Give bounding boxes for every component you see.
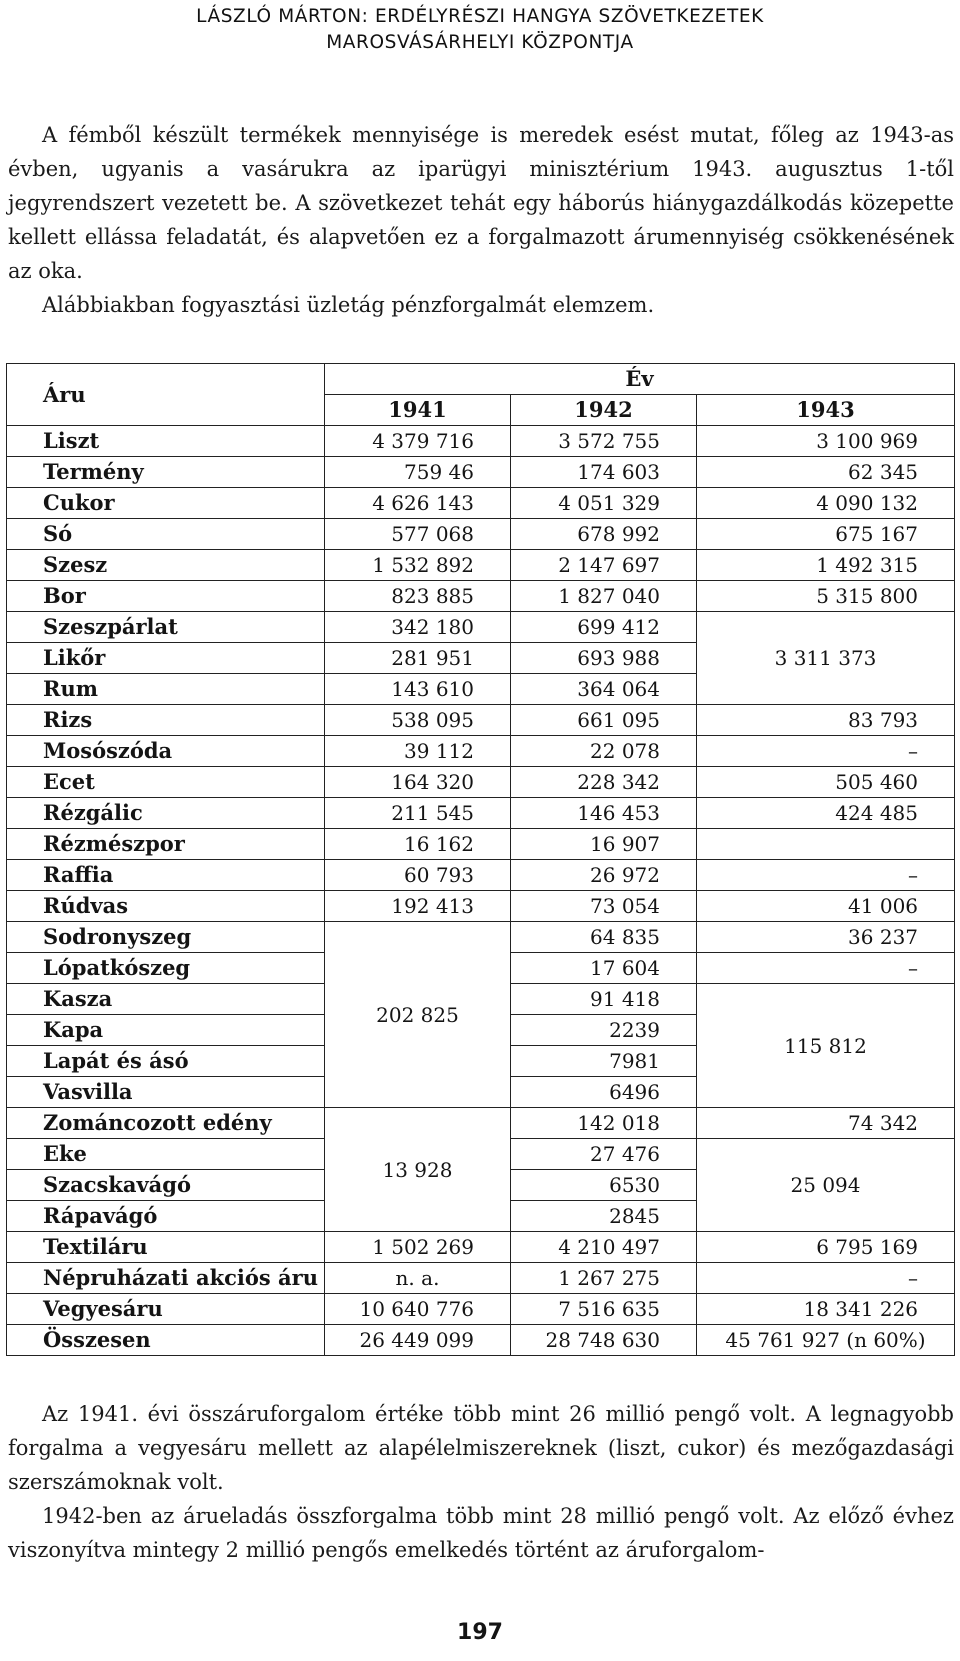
value-1941: 823 885: [325, 581, 511, 612]
item-name: Rizs: [7, 705, 325, 736]
value-1943: [697, 829, 955, 860]
table-row: [7, 767, 955, 798]
value-1941: 26 449 099: [325, 1325, 511, 1356]
value-1942: 678 992: [511, 519, 697, 550]
table-row: [7, 1108, 955, 1139]
spirits-1943-merged: 3 311 373: [697, 612, 955, 705]
value-1941: 16 162: [325, 829, 511, 860]
value-1942: 2845: [511, 1201, 697, 1232]
header-line-1: LÁSZLÓ MÁRTON: ERDÉLYRÉSZI HANGYA SZÖVETKEZETEK: [196, 6, 764, 27]
value-1942: 1 827 040: [511, 581, 697, 612]
item-name: Rápavágó: [7, 1201, 325, 1232]
item-name: Összesen: [7, 1325, 325, 1356]
item-name: Termény: [7, 457, 325, 488]
column-header-year: Év: [325, 364, 955, 395]
value-1941: 164 320: [325, 767, 511, 798]
item-name: Rézgálic: [7, 798, 325, 829]
value-1943: 5 315 800: [697, 581, 955, 612]
table-row: [7, 860, 955, 891]
value-1942: 693 988: [511, 643, 697, 674]
value-1942: 7981: [511, 1046, 697, 1077]
value-1942: 2239: [511, 1015, 697, 1046]
value-1942: 1 267 275: [511, 1263, 697, 1294]
value-1943: 3 100 969: [697, 426, 955, 457]
item-name: Rum: [7, 674, 325, 705]
item-name: Kapa: [7, 1015, 325, 1046]
tools-1943-merged: 115 812: [697, 984, 955, 1108]
item-name: Vasvilla: [7, 1077, 325, 1108]
value-1941: 211 545: [325, 798, 511, 829]
item-name: Textiláru: [7, 1232, 325, 1263]
table-row: [7, 426, 955, 457]
item-name: Mosószóda: [7, 736, 325, 767]
value-1943: –: [697, 860, 955, 891]
item-name: Vegyesáru: [7, 1294, 325, 1325]
tools-1941-merged: 202 825: [325, 922, 511, 1108]
value-1942: 3 572 755: [511, 426, 697, 457]
value-1942: 64 835: [511, 922, 697, 953]
item-name: Szacskavágó: [7, 1170, 325, 1201]
table-row: [7, 1263, 955, 1294]
item-name: Liszt: [7, 426, 325, 457]
value-1941: 39 112: [325, 736, 511, 767]
header-line-2: MAROSVÁSÁRHELYI KÖZPONTJA: [326, 32, 634, 53]
value-1942: 16 907: [511, 829, 697, 860]
item-name: Bor: [7, 581, 325, 612]
item-name: Rúdvas: [7, 891, 325, 922]
value-1941: 538 095: [325, 705, 511, 736]
intro-text: [8, 118, 954, 322]
value-1942: 4 210 497: [511, 1232, 697, 1263]
item-name: Ecet: [7, 767, 325, 798]
item-name: Likőr: [7, 643, 325, 674]
table-row: [7, 891, 955, 922]
value-1943: 83 793: [697, 705, 955, 736]
item-name: Szeszpárlat: [7, 612, 325, 643]
farm-1943-merged: 25 094: [697, 1139, 955, 1232]
item-name: Lópatkószeg: [7, 953, 325, 984]
value-1943: 18 341 226: [697, 1294, 955, 1325]
running-header: [0, 4, 960, 56]
outro-text: [8, 1397, 954, 1567]
table-row: [7, 550, 955, 581]
page-number: 197: [457, 1620, 503, 1645]
item-name: Só: [7, 519, 325, 550]
value-1942: 146 453: [511, 798, 697, 829]
year-1942: 1942: [511, 395, 697, 426]
table-row: [7, 1294, 955, 1325]
value-1943: 505 460: [697, 767, 955, 798]
item-name: Kasza: [7, 984, 325, 1015]
table-row: [7, 488, 955, 519]
intro-paragraph-1: A fémből készült termékek mennyisége is meredek esést mutat, főleg az 1943-as évben, ugyanis a vasárukra az iparügyi minisztérium 1943. augusztus 1-től jegyrendszert vezetett be. A szövetkezet tehát egy háborús hiánygazdálkodás közepette kellett ellássa feladatát, és alapvetően ez a forgalmazott árumennyiség csökkenésének az oka.: [8, 123, 954, 283]
table-row: [7, 1232, 955, 1263]
item-name: Népruházati akciós áru: [7, 1263, 325, 1294]
intro-paragraph-2: Alábbiakban fogyasztási üzletág pénzforgalmát elemzem.: [42, 293, 655, 317]
value-1942: 6530: [511, 1170, 697, 1201]
table-row: [7, 705, 955, 736]
value-1941: n. a.: [325, 1263, 511, 1294]
value-1943: 675 167: [697, 519, 955, 550]
item-name: Rézmészpor: [7, 829, 325, 860]
value-1942: 27 476: [511, 1139, 697, 1170]
table-row: [7, 736, 955, 767]
table-row: [7, 581, 955, 612]
value-1942: 142 018: [511, 1108, 697, 1139]
value-1943: 4 090 132: [697, 488, 955, 519]
value-1941: 577 068: [325, 519, 511, 550]
item-name: Zománcozott edény: [7, 1108, 325, 1139]
value-1943: 62 345: [697, 457, 955, 488]
value-1942: 22 078: [511, 736, 697, 767]
value-1943: 424 485: [697, 798, 955, 829]
value-1943: 6 795 169: [697, 1232, 955, 1263]
value-1941: 1 502 269: [325, 1232, 511, 1263]
value-1942: 174 603: [511, 457, 697, 488]
value-1943: 45 761 927 (n 60%): [697, 1325, 955, 1356]
farm-1941-merged: 13 928: [325, 1108, 511, 1232]
value-1942: 699 412: [511, 612, 697, 643]
value-1943: –: [697, 953, 955, 984]
value-1943: 36 237: [697, 922, 955, 953]
table-row: [7, 829, 955, 860]
item-name: Cukor: [7, 488, 325, 519]
value-1942: 26 972: [511, 860, 697, 891]
value-1941: 281 951: [325, 643, 511, 674]
column-header-item: Áru: [7, 364, 325, 426]
year-1943: 1943: [697, 395, 955, 426]
item-name: Lapát és ásó: [7, 1046, 325, 1077]
table-row: [7, 519, 955, 550]
value-1941: 759 46: [325, 457, 511, 488]
item-name: Sodronyszeg: [7, 922, 325, 953]
value-1941: 1 532 892: [325, 550, 511, 581]
goods-turnover-table: [6, 363, 955, 1356]
item-name: Raffia: [7, 860, 325, 891]
value-1941: 4 379 716: [325, 426, 511, 457]
item-name: Szesz: [7, 550, 325, 581]
outro-paragraph-2: 1942-ben az árueladás összforgalma több mint 28 millió pengő volt. Az előző évhez viszonyítva mintegy 2 millió pengős emelkedés történt az áruforgalom-: [8, 1504, 954, 1562]
value-1941: 192 413: [325, 891, 511, 922]
value-1941: 143 610: [325, 674, 511, 705]
value-1942: 6496: [511, 1077, 697, 1108]
table-row: [7, 612, 955, 643]
value-1942: 73 054: [511, 891, 697, 922]
item-name: Eke: [7, 1139, 325, 1170]
value-1941: 342 180: [325, 612, 511, 643]
value-1942: 91 418: [511, 984, 697, 1015]
value-1941: 60 793: [325, 860, 511, 891]
table-row: [7, 798, 955, 829]
table-row: [7, 457, 955, 488]
value-1943: 41 006: [697, 891, 955, 922]
value-1942: 364 064: [511, 674, 697, 705]
value-1942: 28 748 630: [511, 1325, 697, 1356]
table-header-row: [7, 364, 955, 395]
value-1942: 2 147 697: [511, 550, 697, 581]
value-1943: –: [697, 736, 955, 767]
table-total-row: [7, 1325, 955, 1356]
value-1942: 17 604: [511, 953, 697, 984]
value-1942: 661 095: [511, 705, 697, 736]
value-1941: 4 626 143: [325, 488, 511, 519]
value-1942: 4 051 329: [511, 488, 697, 519]
year-1941: 1941: [325, 395, 511, 426]
table-row: [7, 922, 955, 953]
value-1943: 74 342: [697, 1108, 955, 1139]
value-1941: 10 640 776: [325, 1294, 511, 1325]
value-1943: –: [697, 1263, 955, 1294]
outro-paragraph-1: Az 1941. évi összáruforgalom értéke több mint 26 millió pengő volt. A legnagyobb forgalma a vegyesáru mellett az alapélelmiszereknek (liszt, cukor) és mezőgazdasági szerszámoknak volt.: [8, 1402, 954, 1494]
value-1942: 7 516 635: [511, 1294, 697, 1325]
value-1943: 1 492 315: [697, 550, 955, 581]
value-1942: 228 342: [511, 767, 697, 798]
